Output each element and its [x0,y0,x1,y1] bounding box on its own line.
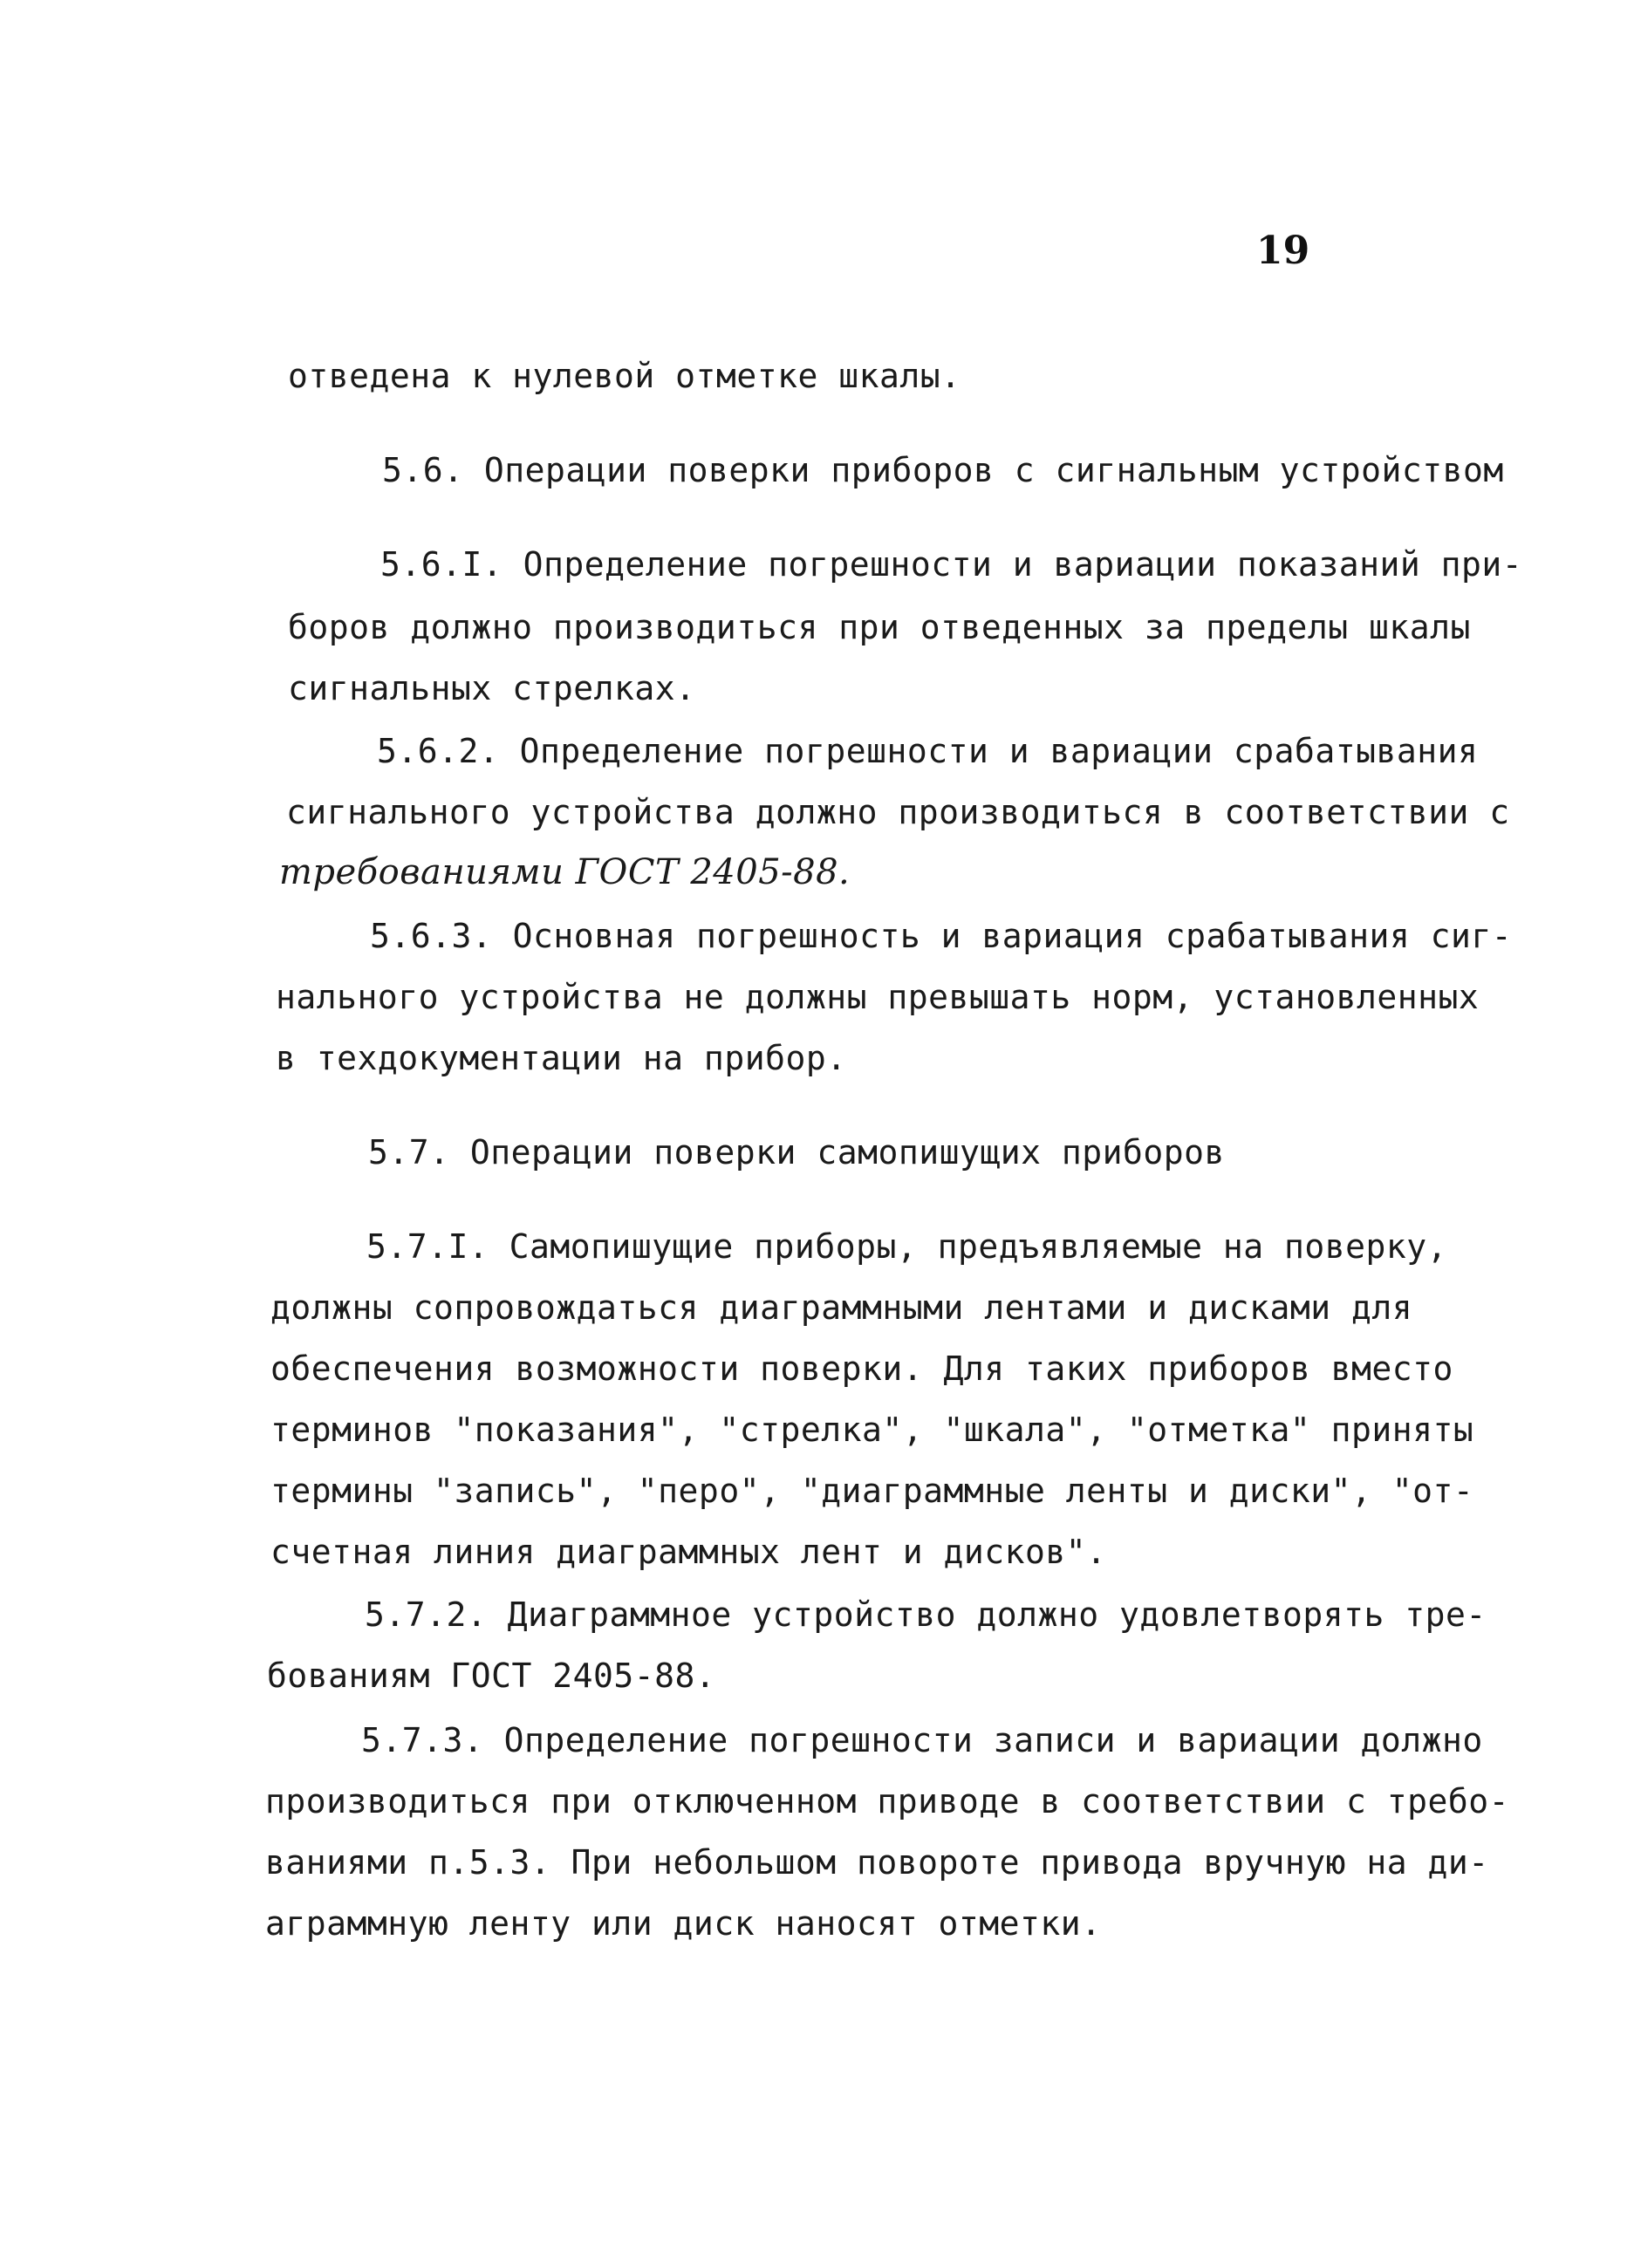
text-line: в техдокументации на прибор. [276,1039,847,1077]
text-line: 5.7.2. Диаграммное устройство должно удовлетворять тре- [365,1595,1487,1634]
text-line: 5.7.I. Самопишущие приборы, предъявляемые на поверку, [366,1227,1448,1266]
text-line: 5.7.3. Определение погрешности записи и вариации должно [361,1721,1483,1759]
text-line: боров должно производиться при отведенных за пределы шкалы [288,608,1471,646]
section-heading: 5.6. Операции поверки приборов с сигнальным устройством [382,451,1504,489]
text-line: 5.6.2. Определение погрешности и вариации срабатывания [377,732,1479,770]
handwritten-line: требованиями ГОСТ 2405-88. [279,852,851,892]
text-line: бованиям ГОСТ 2405-88. [267,1657,716,1695]
text-line: сигнального устройства должно производиться в соответствии с [286,793,1510,831]
text-line: обеспечения возможности поверки. Для таких приборов вместо [270,1349,1453,1388]
text-line: терминов "показания", "стрелка", "шкала", "отметка" приняты [270,1411,1474,1449]
text-line: должны сопровождаться диаграммными лентами и дисками для [270,1288,1413,1327]
text-line: термины "запись", "перо", "диаграммные ленты и диски", "от- [270,1472,1474,1510]
text-line: 5.6.I. Определение погрешности и вариации показаний при- [380,545,1523,584]
text-line: отведена к нулевой отметке шкалы. [288,357,961,395]
text-line: ваниями п.5.3. При небольшом повороте привода вручную на ди- [265,1843,1489,1882]
text-line: нального устройства не должны превышать норм, установленных [276,978,1480,1016]
text-line: счетная линия диаграммных лент и дисков". [270,1533,1107,1571]
text-line: производиться при отключенном приводе в соответствии с требо- [265,1782,1510,1821]
text-line: сигнальных стрелках. [288,669,696,707]
section-heading: 5.7. Операции поверки самопишущих приборов [368,1133,1225,1172]
text-line: аграммную ленту или диск наносят отметки. [265,1904,1102,1943]
page-number: 19 [1256,229,1310,273]
text-line: 5.6.3. Основная погрешность и вариация срабатывания сиг- [370,917,1513,955]
